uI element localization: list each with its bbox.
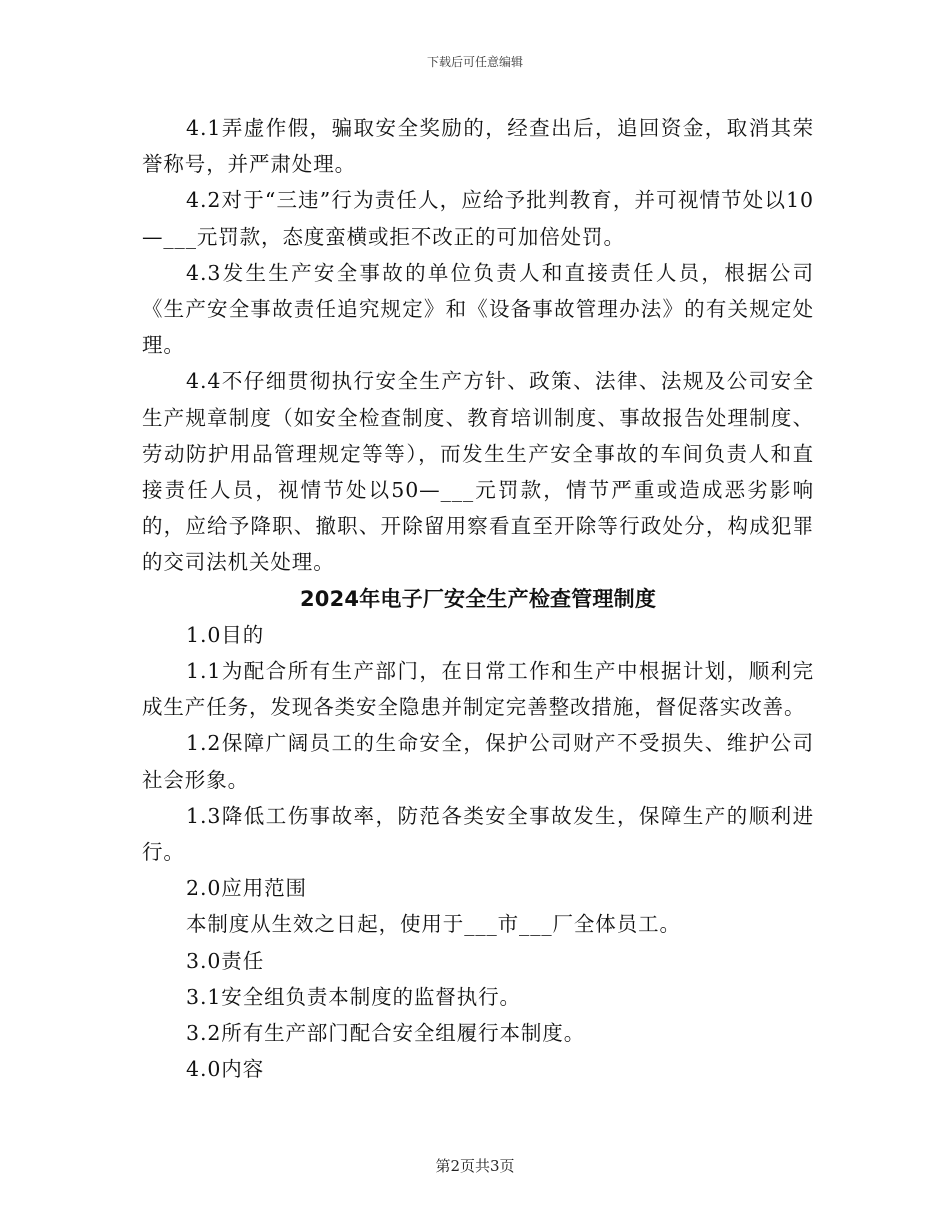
document-body xyxy=(142,110,814,1087)
clause-4-2: 4.2对于“三违”行为责任人，应给予批判教育，并可视情节处以10—___元罚款，态度蛮横或拒不改正的可加倍处罚。 xyxy=(142,188,814,249)
clause-4-4: 4.4不仔细贯彻执行安全生产方针、政策、法律、法规及公司安全生产规章制度（如安全检查制度、教育培训制度、事故报告处理制度、劳动防护用品管理规定等等），而发生生产安全事故的车间负责人和直接责任人员，视情节处以50—___元罚款，情节严重或造成恶劣影响的，应给予降职、撤职、开除留用察看直至开除等行政处分，构成犯罪的交司法机关处理。 xyxy=(142,369,814,575)
section-4-0: 4.0内容 xyxy=(186,1057,265,1082)
page-header: 下载后可任意编辑 xyxy=(426,55,523,69)
scope-text: 本制度从生效之日起，使用于___市___厂全体员工。 xyxy=(186,912,681,937)
clause-4-3: 4.3发生生产安全事故的单位负责人和直接责任人员，根据公司《生产安全事故责任追究规定》和《设备事故管理办法》的有关规定处理。 xyxy=(142,260,814,358)
clause-4-1: 4.1弄虚作假，骗取安全奖励的，经查出后，追回资金，取消其荣誉称号，并严肃处理。 xyxy=(142,116,814,177)
document-title: 2024年电子厂安全生产检查管理制度 xyxy=(299,586,657,611)
clause-1-1: 1.1为配合所有生产部门，在日常工作和生产中根据计划，顺利完成生产任务，发现各类安全隐患并制定完善整改措施，督促落实改善。 xyxy=(142,659,814,720)
clause-3-2: 3.2所有生产部门配合安全组履行本制度。 xyxy=(186,1021,586,1046)
section-3-0: 3.0责任 xyxy=(186,948,265,973)
clause-1-3: 1.3降低工伤事故率，防范各类安全事故发生，保障生产的顺利进行。 xyxy=(142,803,814,865)
section-1-0: 1.0目的 xyxy=(186,622,265,647)
section-2-0: 2.0应用范围 xyxy=(186,876,307,901)
clause-1-2: 1.2保障广阔员工的生命安全，保护公司财产不受损失、维护公司社会形象。 xyxy=(142,731,814,792)
page-footer: 第2页共3页 xyxy=(435,1157,515,1175)
clause-3-1: 3.1安全组负责本制度的监督执行。 xyxy=(186,984,521,1009)
